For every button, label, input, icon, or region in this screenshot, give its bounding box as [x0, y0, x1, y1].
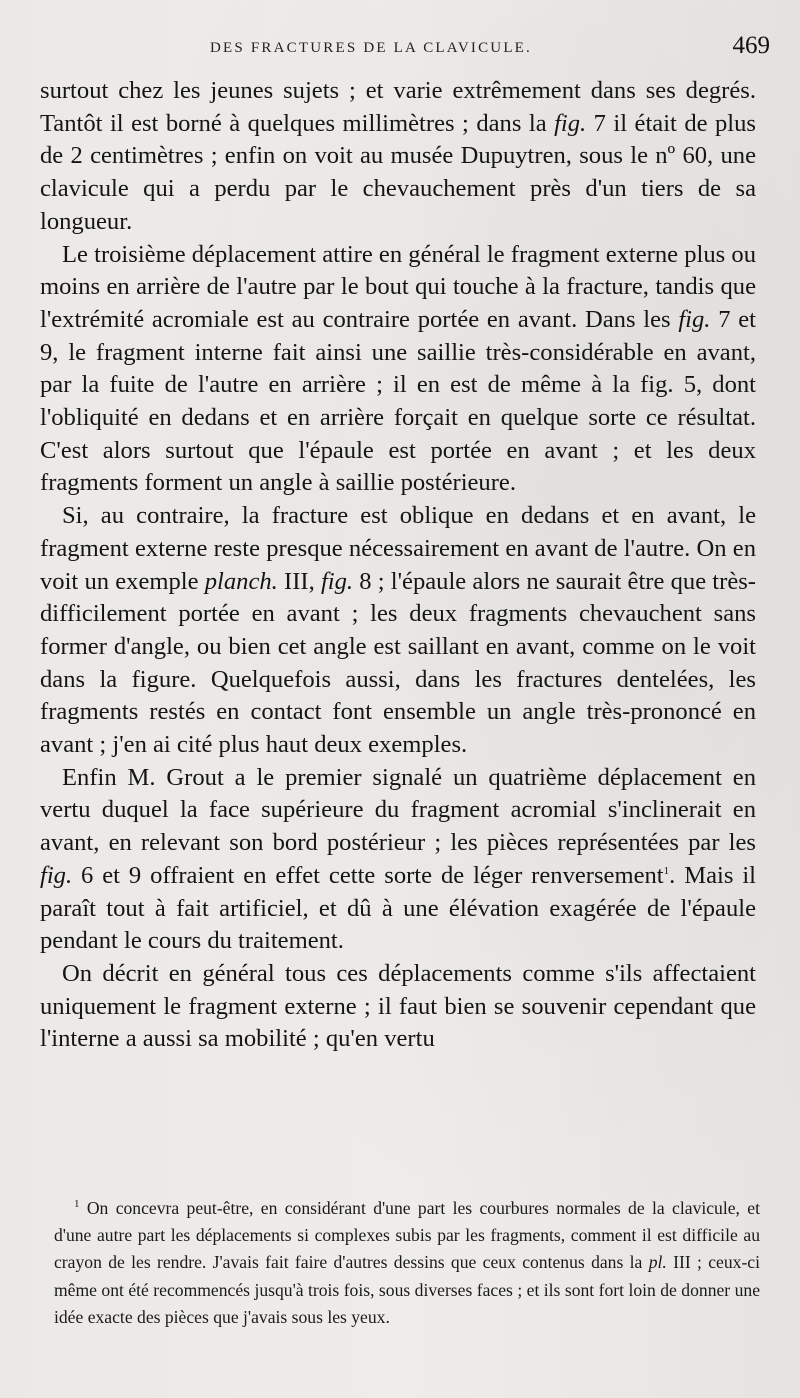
italic-text: fig.: [320, 567, 354, 595]
page-number: 469: [732, 32, 770, 59]
paragraph: [40, 500, 756, 762]
text-segment: . Mais il paraît tout à fait artificiel, et dû à une élévation exagérée de l'épaule pendant le cours du traitement.: [40, 861, 756, 955]
footnote-number: 1: [74, 1198, 80, 1211]
text-segment: III,: [277, 567, 321, 595]
text-segment: On décrit en général tous ces déplacements comme s'ils affectaient uniquement le fragment externe ; il faut bien se souvenir cependant que l'interne a aussi sa mobilité ; qu'en vertu: [40, 959, 756, 1053]
text-segment: 6 et 9 offraient en effet cette sorte de léger renversement: [72, 861, 664, 889]
text-segment: 8 ; l'épaule alors ne saurait être que très-difficilement portée en avant ; les deux fragments chevauchent sans former d'angle, ou bien cet angle est saillant en avant, comme on le voit dans la figure. Quelquefois aussi, dans les fractures dentelées, les fragments restés en contact font ensemble un angle très-prononcé en avant ; j'en ai cité plus haut deux exemples.: [40, 567, 756, 759]
italic-text: planch.: [204, 567, 278, 595]
paragraph: [40, 75, 756, 239]
italic-text: fig.: [554, 109, 587, 137]
text-segment: Enfin M. Grout a le premier signalé un quatrième déplacement en vertu duquel la face supérieure du fragment acromial s'inclinerait en avant, en relevant son bord postérieur ; les pièces représentées par les: [40, 763, 756, 857]
footnote: [54, 1195, 760, 1331]
text-segment: III ; ceux-ci même ont été recommencés jusqu'à trois fois, sous diverses faces ; et ils sont fort loin de donner une idée exacte des pièces que j'avais sous les yeux.: [54, 1252, 760, 1327]
body-text: [40, 75, 756, 1056]
text-segment: 7 et 9, le fragment interne fait ainsi une saillie très-considérable en avant, par la fuite de l'autre en arrière ; il en est de même à la fig. 5, dont l'obliquité en dedans et en arrière forçait en quelque sorte ce résultat. C'est alors surtout que l'épaule est portée en avant ; et les deux fragments forment un angle à saillie postérieure.: [40, 305, 756, 497]
text-segment: On concevra peut-être, en considérant d'une part les courbures normales de la clavicule, et d'une autre part les déplacements si complexes subis par les fragments, comment il est difficile au crayon de les rendre. J'avais fait faire d'autres dessins que ceux contenus dans la: [54, 1198, 760, 1273]
paragraph: [40, 239, 756, 501]
running-title: DES FRACTURES DE LA CLAVICULE.: [210, 40, 532, 56]
text-segment: Le troisième déplacement attire en général le fragment externe plus ou moins en arrière de l'autre par le bout qui touche à la fracture, tandis que l'extrémité acromiale est au contraire portée en avant. Dans les: [40, 240, 756, 333]
text-segment: Si, au contraire, la fracture est oblique en dedans et en avant, le fragment externe reste presque nécessairement en avant de l'autre. On en voit un exemple: [40, 502, 756, 595]
text-segment: 7 il était de plus de 2 centimètres ; enfin on voit au musée Dupuytren, sous le nº 60, une clavicule qui a perdu par le chevauchement près d'un tiers de sa longueur.: [40, 109, 757, 235]
paragraph: [40, 958, 756, 1056]
footnotes: [54, 1195, 760, 1331]
page-header: [40, 32, 770, 66]
paragraph: [40, 762, 756, 958]
italic-text: fig.: [678, 305, 711, 333]
footnote-marker: 1: [663, 864, 670, 877]
text-segment: surtout chez les jeunes sujets ; et varie extrêmement dans ses degrés. Tantôt il est borné à quelques millimètres ; dans la: [40, 77, 756, 137]
italic-text: pl.: [648, 1252, 667, 1273]
italic-text: fig.: [40, 861, 73, 889]
